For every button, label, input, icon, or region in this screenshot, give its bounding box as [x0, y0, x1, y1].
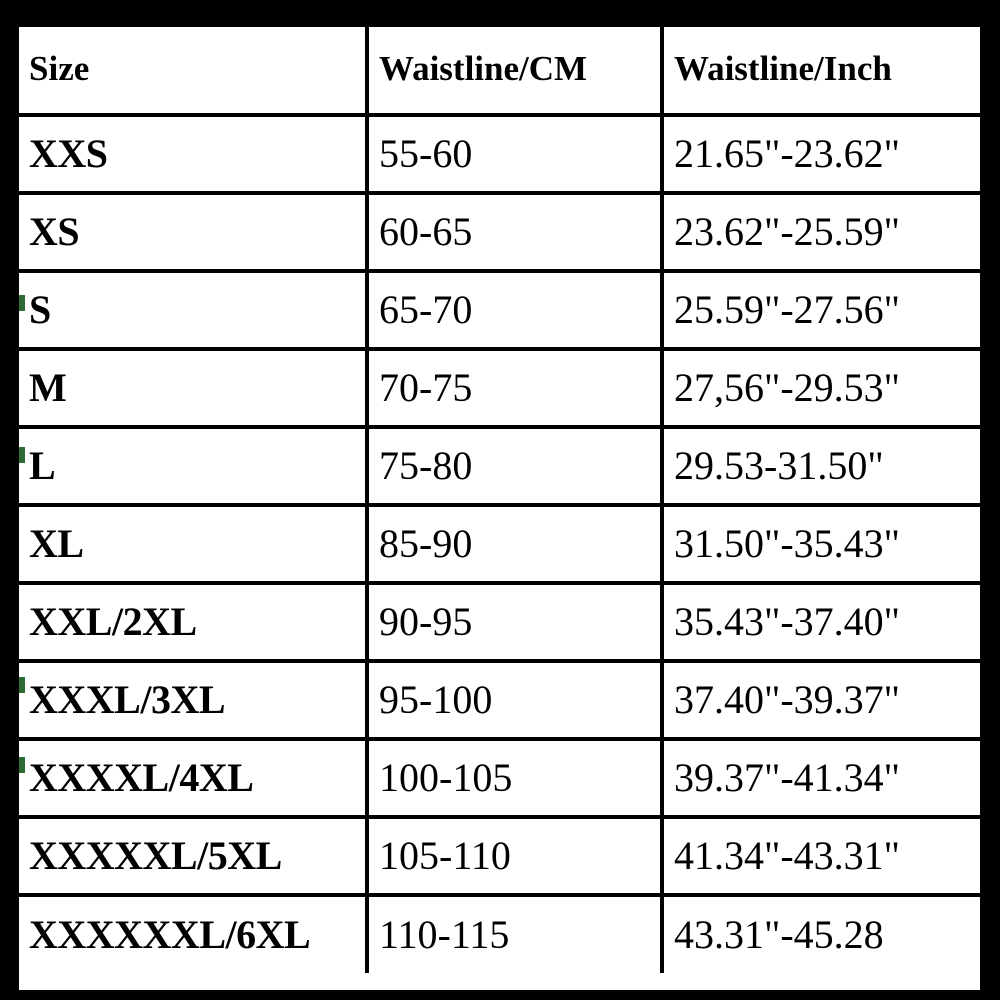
cell-waistline-cm: 100-105 [367, 739, 662, 817]
cell-waistline-inch: 31.50"-35.43" [662, 505, 980, 583]
cell-waistline-inch: 41.34"-43.31" [662, 817, 980, 895]
table-row [19, 505, 980, 583]
cell-waistline-inch: 35.43"-37.40" [662, 583, 980, 661]
table-row [19, 817, 980, 895]
cell-size: XXXL/3XL [19, 661, 367, 739]
cell-waistline-inch: 23.62"-25.59" [662, 193, 980, 271]
table-row [19, 427, 980, 505]
cell-waistline-cm: 85-90 [367, 505, 662, 583]
edge-artifact-mark [19, 757, 25, 773]
cell-waistline-inch: 25.59"-27.56" [662, 271, 980, 349]
cell-waistline-cm: 95-100 [367, 661, 662, 739]
cell-waistline-inch: 21.65"-23.62" [662, 115, 980, 193]
size-chart-table [19, 27, 980, 973]
edge-artifact-mark [19, 447, 25, 463]
cell-waistline-inch: 37.40"-39.37" [662, 661, 980, 739]
cell-size: XS [19, 193, 367, 271]
cell-waistline-cm: 60-65 [367, 193, 662, 271]
cell-waistline-inch: 27,56"-29.53" [662, 349, 980, 427]
cell-waistline-cm: 90-95 [367, 583, 662, 661]
table-row [19, 661, 980, 739]
cell-waistline-inch: 43.31"-45.28 [674, 911, 884, 957]
cell-waistline-cm: 70-75 [367, 349, 662, 427]
table-header [19, 27, 980, 115]
edge-artifact-mark [19, 295, 25, 311]
cell-size: XXS [19, 115, 367, 193]
table-body [19, 115, 980, 973]
cell-waistline-inch: 39.37"-41.34" [662, 739, 980, 817]
column-header-size: Size [19, 27, 367, 115]
cell-waistline-inch: 29.53-31.50" [662, 427, 980, 505]
cell-size: XL [19, 505, 367, 583]
table-row [19, 271, 980, 349]
table-row [19, 193, 980, 271]
table-row [19, 739, 980, 817]
cell-size: XXXXXL/5XL [19, 817, 367, 895]
cell-waistline-cm: 75-80 [367, 427, 662, 505]
cell-waistline-cm: 110-115 [367, 895, 662, 973]
cell-size: S [19, 271, 367, 349]
table-header-row [19, 27, 980, 115]
cell-size: XXXXXXL/6XL [19, 895, 367, 973]
cell-waistline-cm: 55-60 [367, 115, 662, 193]
cell-waistline-cm: 65-70 [367, 271, 662, 349]
size-chart-container [14, 22, 986, 990]
column-header-waistline-inch: Waistline/Inch [662, 27, 980, 115]
table-row [19, 115, 980, 193]
cell-waistline-cm: 105-110 [367, 817, 662, 895]
table-row [19, 895, 980, 973]
cell-size: XXL/2XL [19, 583, 367, 661]
cell-size: L [19, 427, 367, 505]
table-row [19, 583, 980, 661]
cell-size: XXXXL/4XL [19, 739, 367, 817]
cell-size: M [19, 349, 367, 427]
column-header-waistline-cm: Waistline/CM [367, 27, 662, 115]
table-row [19, 349, 980, 427]
edge-artifact-mark [19, 677, 25, 693]
